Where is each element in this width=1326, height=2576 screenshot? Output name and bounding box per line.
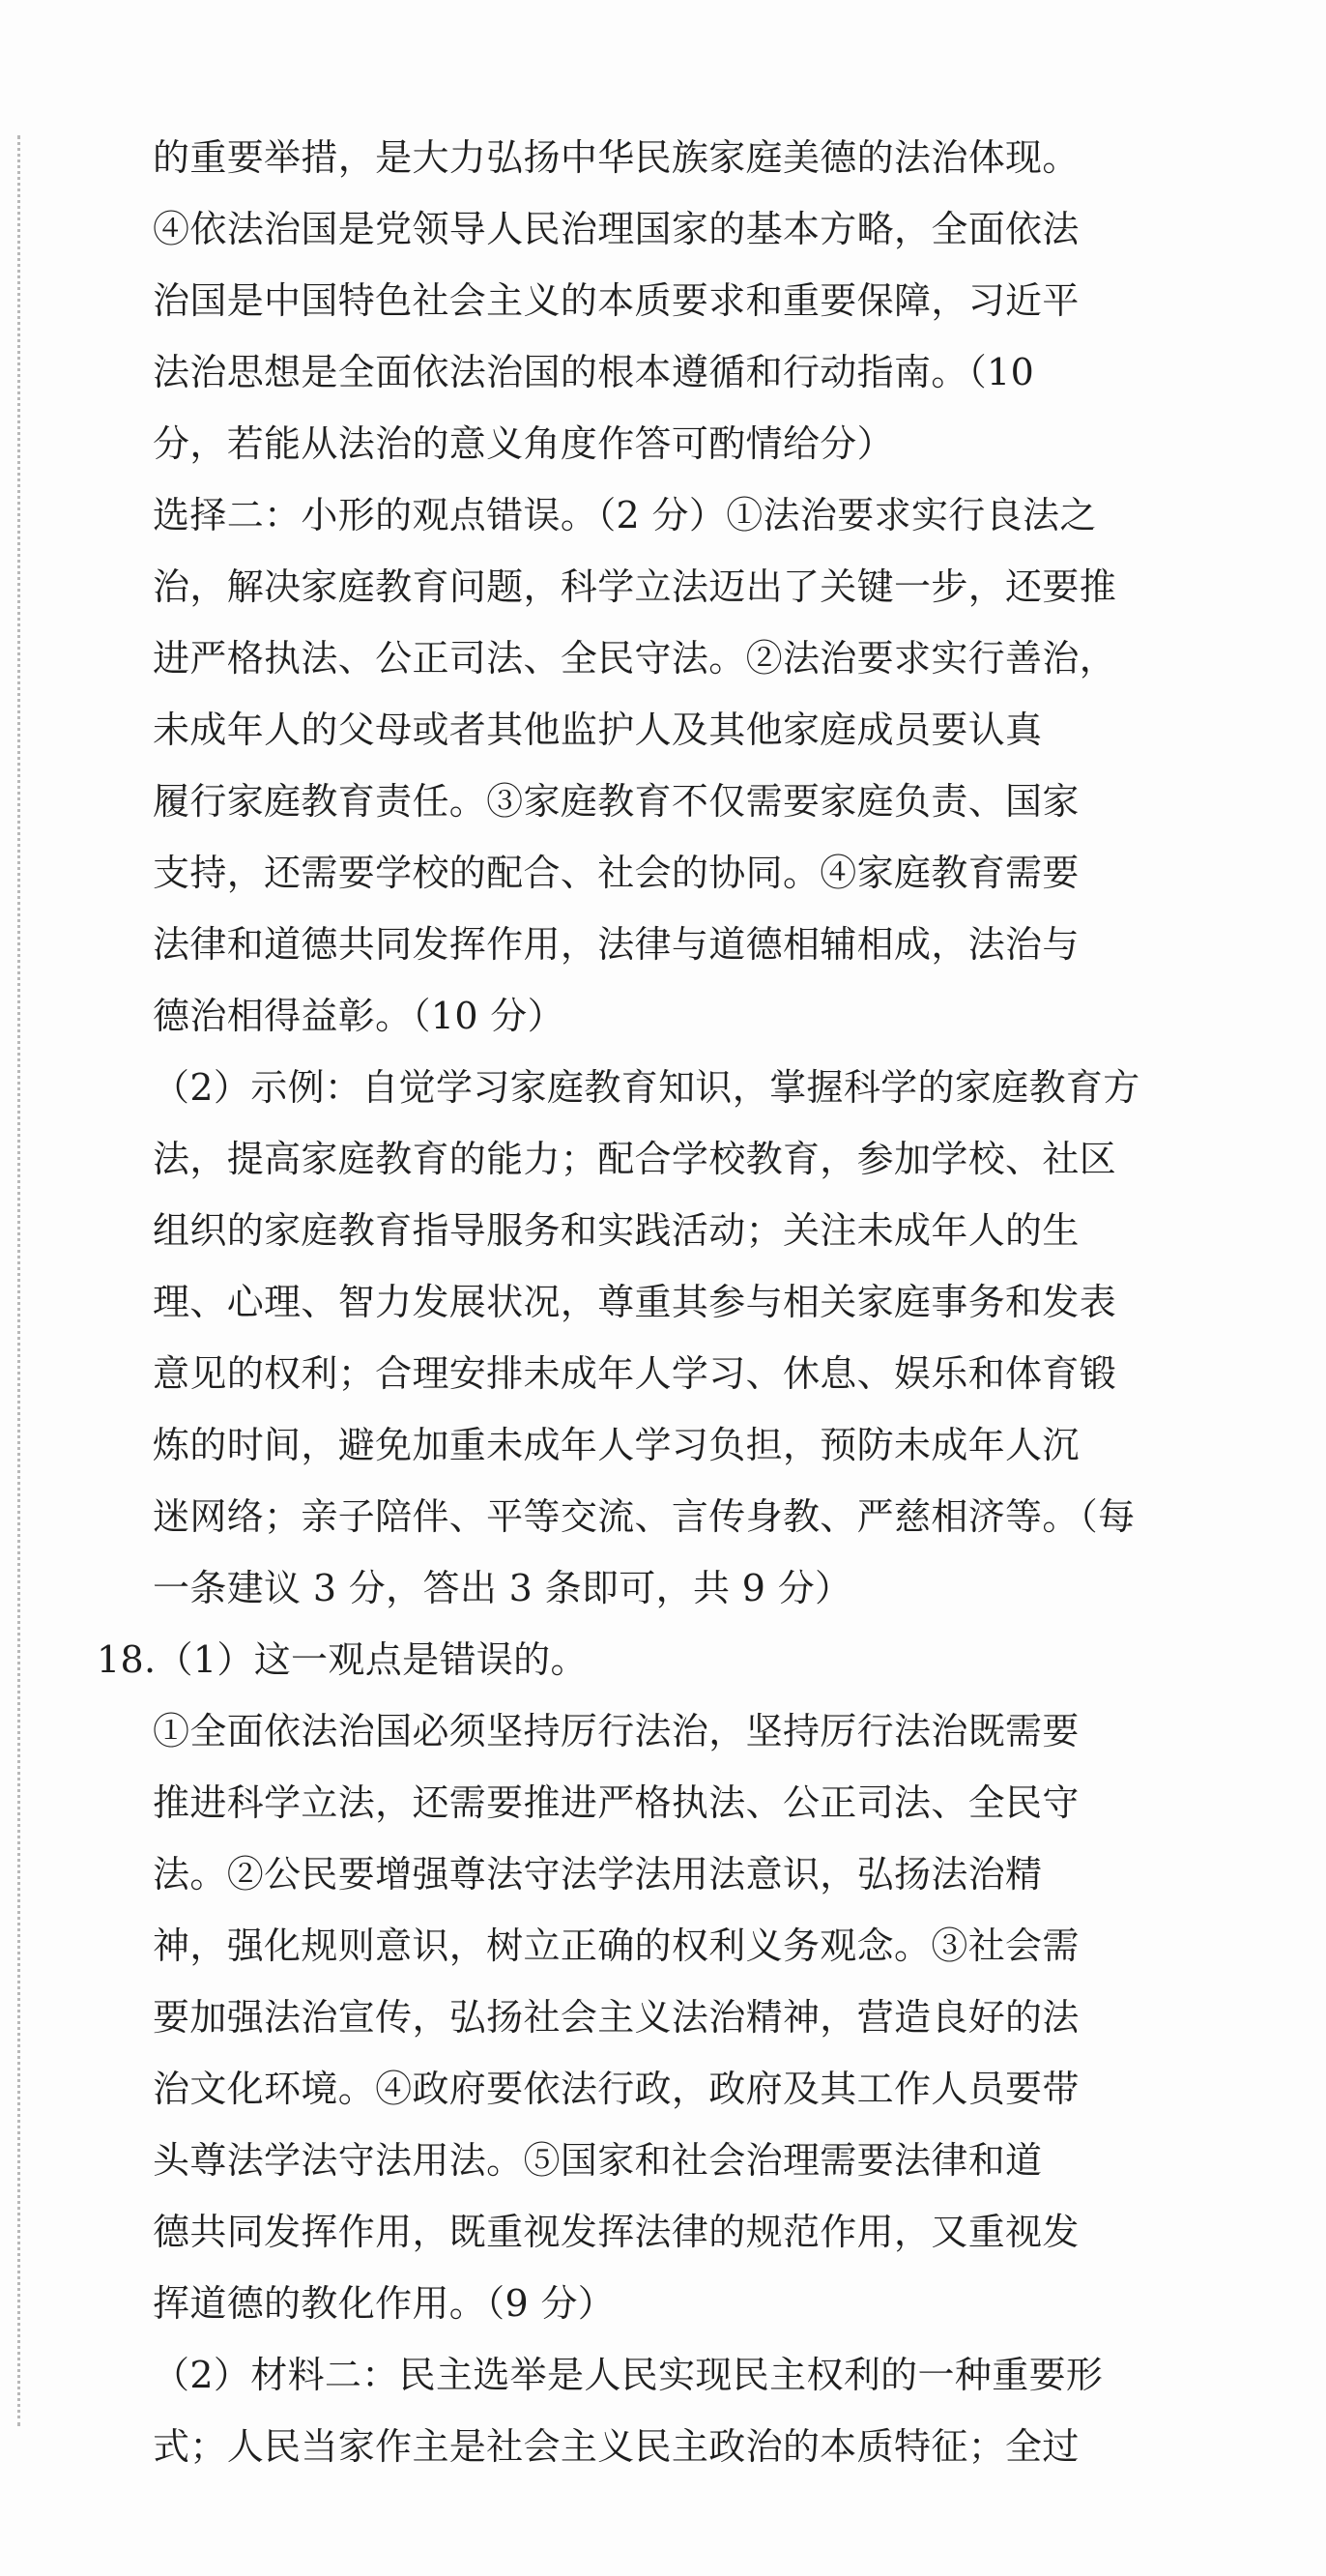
text-line: 法律和道德共同发挥作用，法律与道德相辅相成，法治与 <box>153 923 1080 966</box>
text-line: 分，若能从法治的意义角度作答可酌情给分） <box>153 422 895 465</box>
text-line: 德治相得益彰。（10 分） <box>153 995 564 1037</box>
text-line: （2）示例：自觉学习家庭教育知识，掌握科学的家庭教育方 <box>153 1066 1140 1109</box>
text-line: 法，提高家庭教育的能力；配合学校教育，参加学校、社区 <box>153 1138 1117 1180</box>
text-line: ①全面依法治国必须坚持厉行法治，坚持厉行法治既需要 <box>153 1710 1080 1752</box>
text-line: 神，强化规则意识，树立正确的权利义务观念。③社会需 <box>153 1925 1080 1967</box>
text-line: 履行家庭教育责任。③家庭教育不仅需要家庭负责、国家 <box>153 780 1080 823</box>
text-line: 组织的家庭教育指导服务和实践活动；关注未成年人的生 <box>153 1209 1080 1252</box>
text-line: 的重要举措，是大力弘扬中华民族家庭美德的法治体现。 <box>153 136 1080 179</box>
text-line: 进严格执法、公正司法、全民守法。②法治要求实行善治， <box>153 637 1117 680</box>
text-line: 迷网络；亲子陪伴、平等交流、言传身教、严慈相济等。（每 <box>153 1495 1136 1538</box>
text-line: 头尊法学法守法用法。⑤国家和社会治理需要法律和道 <box>153 2139 1043 2182</box>
text-line: 德共同发挥作用，既重视发挥法律的规范作用，又重视发 <box>153 2211 1080 2253</box>
text-line: 法治思想是全面依法治国的根本遵循和行动指南。（10 <box>153 351 1035 393</box>
text-line: 一条建议 3 分，答出 3 条即可，共 9 分） <box>153 1567 852 1609</box>
text-line: 炼的时间，避免加重未成年人学习负担，预防未成年人沉 <box>153 1424 1080 1466</box>
text-line: 挥道德的教化作用。（9 分） <box>153 2282 616 2325</box>
answer-text-block <box>97 122 1140 2482</box>
text-line: 法。②公民要增强尊法守法学法用法意识，弘扬法治精 <box>153 1853 1043 1896</box>
question-18-heading: 18.（1）这一观点是错误的。 <box>97 1638 588 1681</box>
text-line: ④依法治国是党领导人民治理国家的基本方略，全面依法 <box>153 208 1080 250</box>
binding-margin-dots <box>17 135 20 2426</box>
text-line: 支持，还需要学校的配合、社会的协同。④家庭教育需要 <box>153 852 1080 894</box>
text-line: 治，解决家庭教育问题，科学立法迈出了关键一步，还要推 <box>153 565 1117 608</box>
text-line: 未成年人的父母或者其他监护人及其他家庭成员要认真 <box>153 709 1043 751</box>
text-line: 推进科学立法，还需要推进严格执法、公正司法、全民守 <box>153 1781 1080 1824</box>
text-line: 意见的权利；合理安排未成年人学习、休息、娱乐和体育锻 <box>153 1352 1117 1395</box>
text-line: 要加强法治宣传，弘扬社会主义法治精神，营造良好的法 <box>153 1996 1080 2039</box>
text-line: 选择二：小形的观点错误。（2 分）①法治要求实行良法之 <box>153 494 1097 536</box>
text-line: 式；人民当家作主是社会主义民主政治的本质特征；全过 <box>153 2425 1080 2468</box>
text-line: 理、心理、智力发展状况，尊重其参与相关家庭事务和发表 <box>153 1281 1117 1323</box>
text-line: 治文化环境。④政府要依法行政，政府及其工作人员要带 <box>153 2068 1080 2110</box>
text-line: （2）材料二：民主选举是人民实现民主权利的一种重要形 <box>153 2354 1104 2396</box>
text-line: 治国是中国特色社会主义的本质要求和重要保障，习近平 <box>153 279 1080 322</box>
